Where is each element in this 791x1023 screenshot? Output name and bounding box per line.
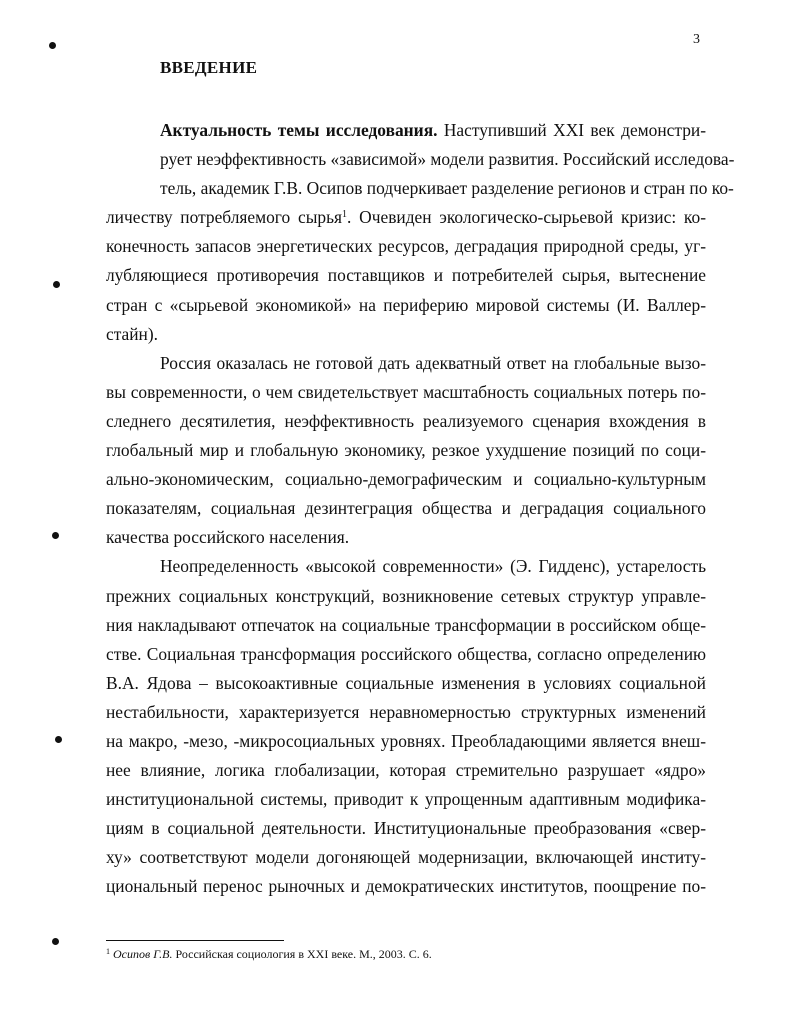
text-line: стве. Социальная трансформация российского общества, согласно определению: [106, 643, 706, 664]
text-line: нестабильности, характеризуется неравномерностью структурных изменений: [106, 701, 706, 722]
text-line: В.А. Ядова – высокоактивные социальные изменения в условиях социальной: [106, 672, 706, 693]
text-line: нее влияние, логика глобализации, которая стремительно разрушает «ядро»: [106, 760, 706, 781]
footnote-reference[interactable]: 1: [342, 209, 348, 221]
page-number: 3: [693, 32, 700, 47]
footnote: [106, 947, 432, 962]
footnote-divider: [106, 940, 284, 941]
text-line: стран с «сырьевой экономикой» на периферию мировой системы (И. Валлер-: [106, 294, 706, 315]
text-line: конечность запасов энергетических ресурсов, деградация природной среды, уг-: [106, 236, 706, 257]
text-line: ально-экономическим, социально-демографическим и социально-культурным: [106, 469, 706, 490]
text-line: тель, академик Г.В. Осипов подчеркивает разделение регионов и стран по ко-: [160, 178, 734, 199]
text-line: показателям, социальная дезинтеграция общества и деградация социального: [106, 498, 706, 519]
text-line: циональный перенос рыночных и демократических институтов, поощрение по-: [106, 876, 706, 897]
text-line: институциональной системы, приводит к упрощенным адаптивным модифика-: [106, 789, 706, 810]
text-line: Россия оказалась не готовой дать адекватный ответ на глобальные вызо-: [160, 352, 706, 373]
text-line: ния накладывают отпечаток на социальные трансформации в российском обще-: [106, 614, 706, 635]
footnote-text: Российская социология в XXI веке. М., 2003. С. 6.: [172, 947, 432, 961]
text-line: глобальный мир и глобальную экономику, резкое ухудшение позиций по соци-: [106, 440, 706, 461]
text-line: вы современности, о чем свидетельствует масштабность социальных потерь по-: [106, 381, 706, 402]
paragraph-1: [106, 116, 735, 349]
page-title: ВВЕДЕНИЕ: [160, 58, 258, 77]
text-line: лубляющиеся противоречия поставщиков и потребителей сырья, вытеснение: [106, 265, 706, 286]
footnote-marker: 1: [106, 947, 110, 956]
text-line: следнего десятилетия, неэффективность реализуемого сценария вхождения в: [106, 410, 706, 431]
punch-hole-mark: [53, 281, 60, 288]
text-line: на макро, -мезо, -микросоциальных уровнях. Преобладающими является внеш-: [106, 730, 706, 751]
punch-hole-mark: [49, 42, 56, 49]
text-line: прежних социальных конструкций, возникновение сетевых структур управле-: [106, 585, 706, 606]
text-line: качества российского населения.: [106, 527, 350, 548]
text-line: Актуальность темы исследования. Наступивший XXI век демонстри-: [160, 120, 706, 140]
bold-lead: Актуальность темы исследования.: [160, 120, 438, 140]
body-text: [106, 116, 735, 902]
footnote-author: Осипов Г.В.: [113, 947, 173, 961]
text-line: циям в социальной деятельности. Институциональные преобразования «свер-: [106, 818, 706, 839]
text-line: ху» соответствуют модели догоняющей модернизации, включающей институ-: [106, 847, 706, 868]
punch-hole-mark: [52, 532, 59, 539]
punch-hole-mark: [55, 736, 62, 743]
punch-hole-mark: [52, 938, 59, 945]
text-line: Неопределенность «высокой современности» (Э. Гидденс), устарелость: [160, 556, 706, 577]
text-line: стайн).: [106, 323, 159, 344]
paragraph-2: [106, 349, 706, 553]
text-line: рует неэффективность «зависимой» модели развития. Российский исследова-: [160, 149, 735, 170]
text-line: личеству потребляемого сырья$^1$. Очевиден экологическо-сырьевой кризис: ко-: [106, 207, 706, 228]
paragraph-3: [106, 552, 706, 901]
